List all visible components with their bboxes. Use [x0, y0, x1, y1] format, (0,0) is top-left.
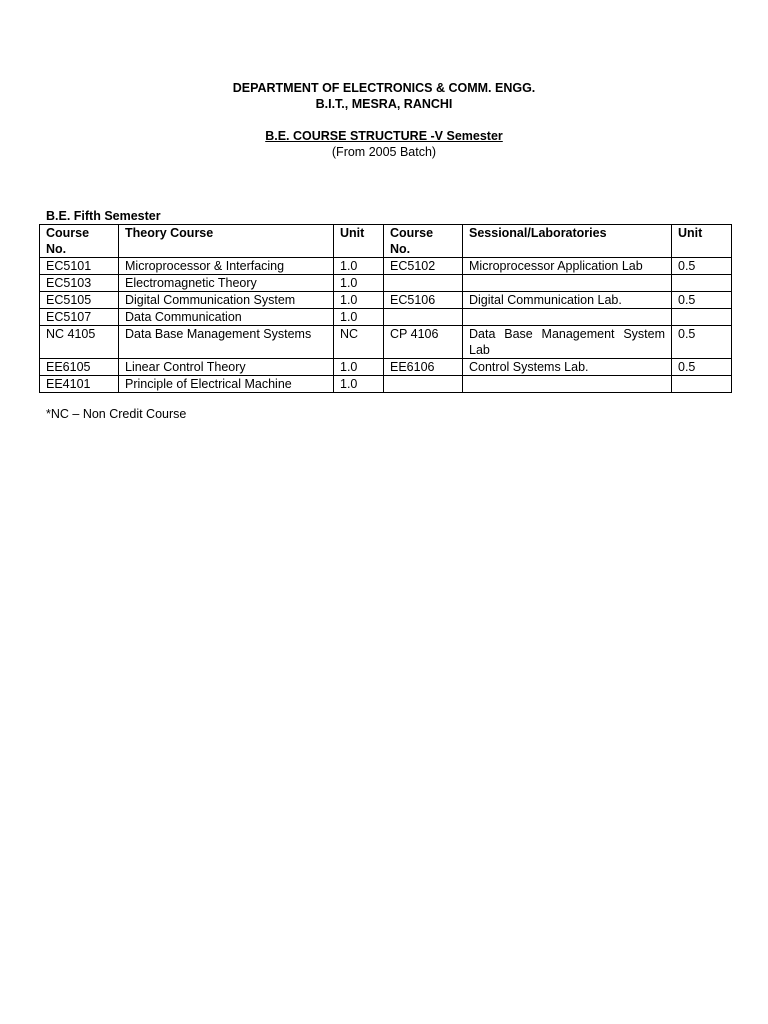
- theory-course-name: Digital Communication System: [119, 292, 334, 309]
- course-structure-title: B.E. COURSE STRUCTURE -V Semester: [265, 129, 503, 143]
- lab-course-no: [384, 309, 463, 326]
- lab-unit: [672, 376, 732, 393]
- theory-unit: 1.0: [334, 376, 384, 393]
- footnote: *NC – Non Credit Course: [46, 407, 187, 421]
- department-heading: DEPARTMENT OF ELECTRONICS & COMM. ENGG.: [232, 81, 536, 95]
- lab-course-name: Control Systems Lab.: [463, 359, 672, 376]
- theory-unit: 1.0: [334, 292, 384, 309]
- theory-course-name: Data Communication: [119, 309, 334, 326]
- table-row: [40, 376, 732, 393]
- header-course-no: Course No.: [40, 225, 119, 258]
- lab-course-name: [463, 309, 672, 326]
- theory-course-no: EE6105: [40, 359, 119, 376]
- header-lab-course-no: Course No.: [384, 225, 463, 258]
- lab-course-name: Microprocessor Application Lab: [463, 258, 672, 275]
- theory-course-no: EC5107: [40, 309, 119, 326]
- lab-course-name: Data Base Management System Lab: [463, 326, 672, 359]
- theory-course-name: Microprocessor & Interfacing: [119, 258, 334, 275]
- lab-unit: 0.5: [672, 292, 732, 309]
- table-row: [40, 258, 732, 275]
- lab-course-no: EC5106: [384, 292, 463, 309]
- lab-course-no: [384, 376, 463, 393]
- batch-subtitle: (From 2005 Batch): [331, 145, 437, 159]
- theory-course-name: Linear Control Theory: [119, 359, 334, 376]
- theory-unit: NC: [334, 326, 384, 359]
- theory-course-no: EE4101: [40, 376, 119, 393]
- semester-title: B.E. Fifth Semester: [46, 209, 161, 223]
- table-row: [40, 359, 732, 376]
- lab-unit: 0.5: [672, 258, 732, 275]
- header-unit: Unit: [334, 225, 384, 258]
- theory-unit: 1.0: [334, 258, 384, 275]
- lab-unit: 0.5: [672, 326, 732, 359]
- header-theory-course: Theory Course: [119, 225, 334, 258]
- theory-course-no: EC5101: [40, 258, 119, 275]
- theory-course-name: Electromagnetic Theory: [119, 275, 334, 292]
- table-row: [40, 275, 732, 292]
- theory-unit: 1.0: [334, 309, 384, 326]
- theory-unit: 1.0: [334, 359, 384, 376]
- course-table: [39, 224, 732, 393]
- theory-course-no: EC5103: [40, 275, 119, 292]
- header-lab-unit: Unit: [672, 225, 732, 258]
- theory-unit: 1.0: [334, 275, 384, 292]
- theory-course-no: EC5105: [40, 292, 119, 309]
- theory-course-no: NC 4105: [40, 326, 119, 359]
- lab-unit: [672, 275, 732, 292]
- header-sessional-laboratories: Sessional/Laboratories: [463, 225, 672, 258]
- theory-course-name: Principle of Electrical Machine: [119, 376, 334, 393]
- lab-course-no: EC5102: [384, 258, 463, 275]
- lab-course-name: [463, 275, 672, 292]
- institute-heading: B.I.T., MESRA, RANCHI: [315, 97, 453, 111]
- lab-course-name: Digital Communication Lab.: [463, 292, 672, 309]
- lab-course-name: [463, 376, 672, 393]
- table-row: [40, 326, 732, 359]
- table-row: [40, 292, 732, 309]
- lab-unit: [672, 309, 732, 326]
- lab-course-no: [384, 275, 463, 292]
- lab-course-no: CP 4106: [384, 326, 463, 359]
- theory-course-name: Data Base Management Systems: [119, 326, 334, 359]
- table-row: [40, 309, 732, 326]
- lab-unit: 0.5: [672, 359, 732, 376]
- lab-course-no: EE6106: [384, 359, 463, 376]
- table-header-row: [40, 225, 732, 258]
